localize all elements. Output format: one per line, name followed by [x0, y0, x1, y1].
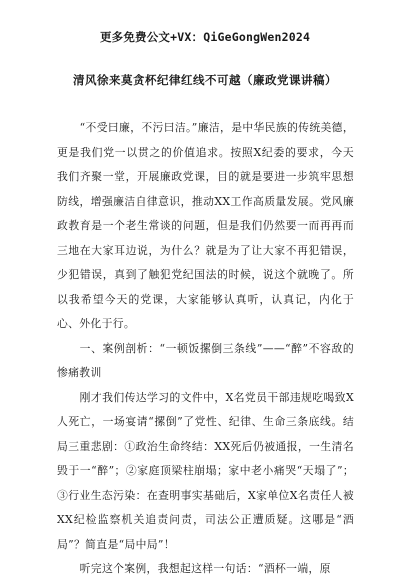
paragraph-intro: “不受曰廉，不污曰洁。”廉洁，是中华民族的传统美德，更是我们党一以贯之的价值追求。按照X纪委的要求，今天我们齐聚一堂，开展廉政党课，目的就是要进一步筑牢思想防线，增强廉洁自律意识，推动XX工作高质量发展。党风廉政教育是一个老生常谈的问题，但是我们仍然要一而再再而三地在大家耳边说，为什么？就是为了让大家不再犯错误，少犯错误，真到了触犯党纪国法的时候，说这个就晚了。所以我希望今天的党课，大家能够认真听，认真记，内化于心、外化于行。 — [57, 121, 354, 330]
section-heading: 一、案例剖析：“一顿饭摞倒三条线”——“醉”不容敌的惨痛教训 — [57, 341, 354, 379]
promo-header: 更多免费公文+VX：QiGeGongWen2024 — [99, 30, 311, 44]
paragraph-closing: 听完这个案例，我想起这样一句话：“酒杯一端，原 — [79, 562, 331, 575]
document-body — [57, 116, 354, 582]
paragraph-case: 刚才我们传达学习的文件中，X名党员干部违规吃喝致X人死亡，一场宴请“摞倒”了党性、纪律、生命三条底线。结局三重悲剧：①政治生命终结：XX死后仍被通报，一生清名毁于一“醉”；②家庭顶梁柱崩塌；家中老小痛哭“天塌了”；③行业生态污染：在查明事实基础后，X家单位X名责任人被XX纪检监察机关追责问责，司法公正遭质疑。这哪是“酒局”？简直是“局中局”！ — [57, 390, 354, 551]
document-title: 清风徐来莫贪杯纪律红线不可越（廉政党课讲稿） — [73, 73, 337, 87]
